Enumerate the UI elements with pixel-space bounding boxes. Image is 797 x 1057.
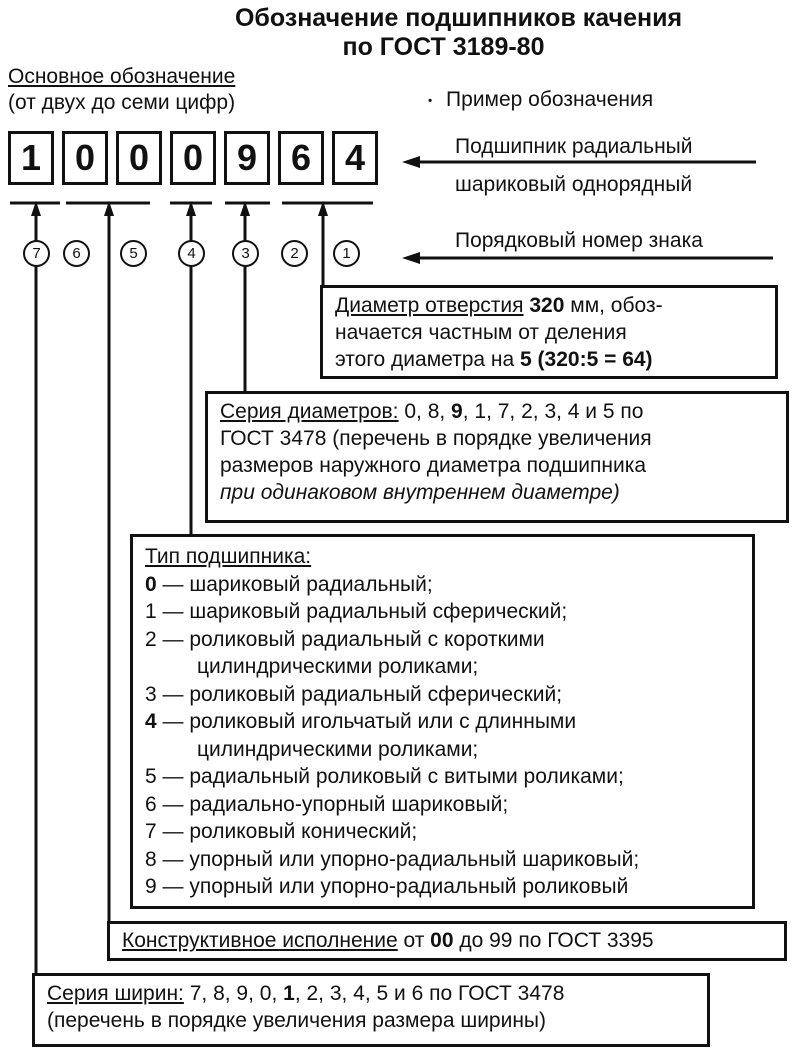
bearing-type-item-cont: цилиндрическими роликами; bbox=[197, 655, 479, 678]
bearing-type-item bbox=[145, 681, 740, 709]
width-series-term: Серия ширин: bbox=[47, 982, 184, 1005]
position-circle-4: 4 bbox=[178, 240, 205, 267]
width-series-box bbox=[32, 973, 710, 1047]
type-code: 4 bbox=[145, 710, 157, 733]
bearing-type-item bbox=[145, 873, 740, 901]
bearing-type-item bbox=[145, 626, 740, 654]
example-label-text: Пример обозначения bbox=[446, 88, 654, 111]
design-variant-b: 00 bbox=[430, 929, 454, 952]
position-circle-7: 7 bbox=[23, 240, 50, 267]
sign-number-label: Порядковый номер знака bbox=[455, 229, 703, 252]
type-text: — радиальный роликовый с витыми роликами; bbox=[156, 765, 624, 788]
example-label bbox=[428, 87, 653, 113]
bearing-type-item bbox=[145, 708, 740, 736]
diameter-series-box bbox=[205, 391, 789, 523]
diameter-series-line4: при одинаковом внутреннем диаметре) bbox=[220, 481, 620, 504]
type-code: 0 bbox=[145, 572, 157, 596]
bore-diameter-term: Диаметр отверстия bbox=[335, 294, 524, 317]
bearing-type-term: Тип подшипника: bbox=[145, 545, 312, 568]
title-line-2: по ГОСТ 3189-80 bbox=[342, 33, 545, 61]
type-code: 1 bbox=[145, 600, 157, 623]
type-text: — радиально-упорный шариковый; bbox=[156, 792, 509, 816]
width-series-c: , 2, 3, 4, 5 и 6 по ГОСТ 3478 bbox=[294, 982, 565, 1005]
type-text: — шариковый радиальный; bbox=[156, 572, 433, 596]
width-series-line2: (перечень в порядке увеличения размера ширины) bbox=[47, 1009, 547, 1032]
basic-label-title: Основное обозначение bbox=[8, 65, 236, 88]
digit-box: 6 bbox=[278, 131, 324, 185]
position-circle-6: 6 bbox=[63, 240, 90, 267]
type-code: 8 bbox=[145, 847, 157, 871]
digit-box: 4 bbox=[332, 131, 378, 185]
basic-label bbox=[8, 64, 235, 116]
type-text: — роликовый радиальный с короткими bbox=[156, 627, 545, 651]
design-variant-term: Конструктивное исполнение bbox=[122, 929, 398, 952]
bearing-type-item bbox=[145, 818, 740, 846]
design-variant-a: от bbox=[397, 929, 431, 952]
type-code: 5 bbox=[145, 765, 157, 788]
design-variant-box bbox=[107, 921, 787, 961]
type-code: 6 bbox=[145, 792, 157, 816]
type-code: 3 bbox=[145, 682, 157, 706]
type-text: — роликовый конический; bbox=[156, 820, 418, 843]
position-circle-1: 1 bbox=[333, 240, 360, 267]
diameter-series-a: 0, 8, bbox=[398, 400, 452, 423]
diameter-series-b: 9 bbox=[451, 400, 463, 423]
design-variant-c: до 99 по ГОСТ 3395 bbox=[453, 929, 654, 952]
bore-diameter-line2: начается частным от деления bbox=[335, 321, 627, 344]
title-line-1: Обозначение подшипников качения bbox=[234, 4, 683, 32]
type-code: 2 bbox=[145, 627, 157, 651]
bearing-type-item-cont: цилиндрическими роликами; bbox=[197, 737, 479, 761]
type-code: 9 bbox=[145, 875, 157, 898]
bearing-desc-line-1: Подшипник радиальный bbox=[455, 135, 693, 158]
page-title bbox=[0, 4, 797, 62]
type-text: — роликовый радиальный сферический; bbox=[156, 682, 563, 706]
type-text: — упорный или упорно-радиальный роликовый bbox=[156, 875, 629, 898]
bearing-type-item bbox=[145, 571, 740, 599]
bearing-type-item bbox=[145, 598, 740, 626]
type-text: — шариковый радиальный сферический; bbox=[156, 600, 568, 623]
width-series-a: 7, 8, 9, 0, bbox=[183, 982, 284, 1005]
bore-diameter-formula: 5 (320:5 = 64) bbox=[520, 348, 653, 371]
bearing-type-box bbox=[130, 534, 755, 909]
bore-diameter-line1: мм, обоз- bbox=[564, 294, 663, 317]
diameter-series-line2: ГОСТ 3478 (перечень в порядке увеличения bbox=[220, 427, 652, 450]
bearing-desc-line-2: шариковый однорядный bbox=[455, 173, 693, 196]
position-circle-5: 5 bbox=[120, 240, 147, 267]
bearing-description bbox=[455, 128, 693, 204]
bore-diameter-value: 320 bbox=[529, 294, 565, 317]
width-series-b: 1 bbox=[283, 982, 295, 1005]
diameter-series-line3: размеров наружного диаметра подшипника bbox=[220, 454, 647, 477]
bearing-type-item bbox=[145, 846, 740, 874]
diameter-series-c: , 1, 7, 2, 3, 4 и 5 по bbox=[462, 400, 644, 423]
position-circle-3: 3 bbox=[232, 240, 259, 267]
type-text: — упорный или упорно-радиальный шариковый; bbox=[156, 847, 640, 871]
bearing-type-item bbox=[145, 763, 740, 791]
basic-label-subtitle: (от двух до семи цифр) bbox=[8, 91, 236, 114]
bearing-type-item bbox=[145, 791, 740, 819]
digit-box: 0 bbox=[62, 131, 108, 185]
type-code: 7 bbox=[145, 820, 157, 843]
digit-box: 9 bbox=[224, 131, 270, 185]
bore-diameter-box bbox=[320, 285, 778, 379]
digit-box: 0 bbox=[116, 131, 162, 185]
bore-diameter-line3a: этого диаметра на bbox=[335, 348, 521, 371]
diameter-series-term: Серия диаметров: bbox=[220, 400, 399, 423]
digit-box: 1 bbox=[8, 131, 54, 185]
position-circle-2: 2 bbox=[281, 240, 308, 267]
designation-digits bbox=[8, 131, 386, 185]
example-bullet: • bbox=[428, 93, 433, 108]
type-text: — роликовый игольчатый или с длинными bbox=[156, 710, 577, 733]
digit-box: 0 bbox=[170, 131, 216, 185]
